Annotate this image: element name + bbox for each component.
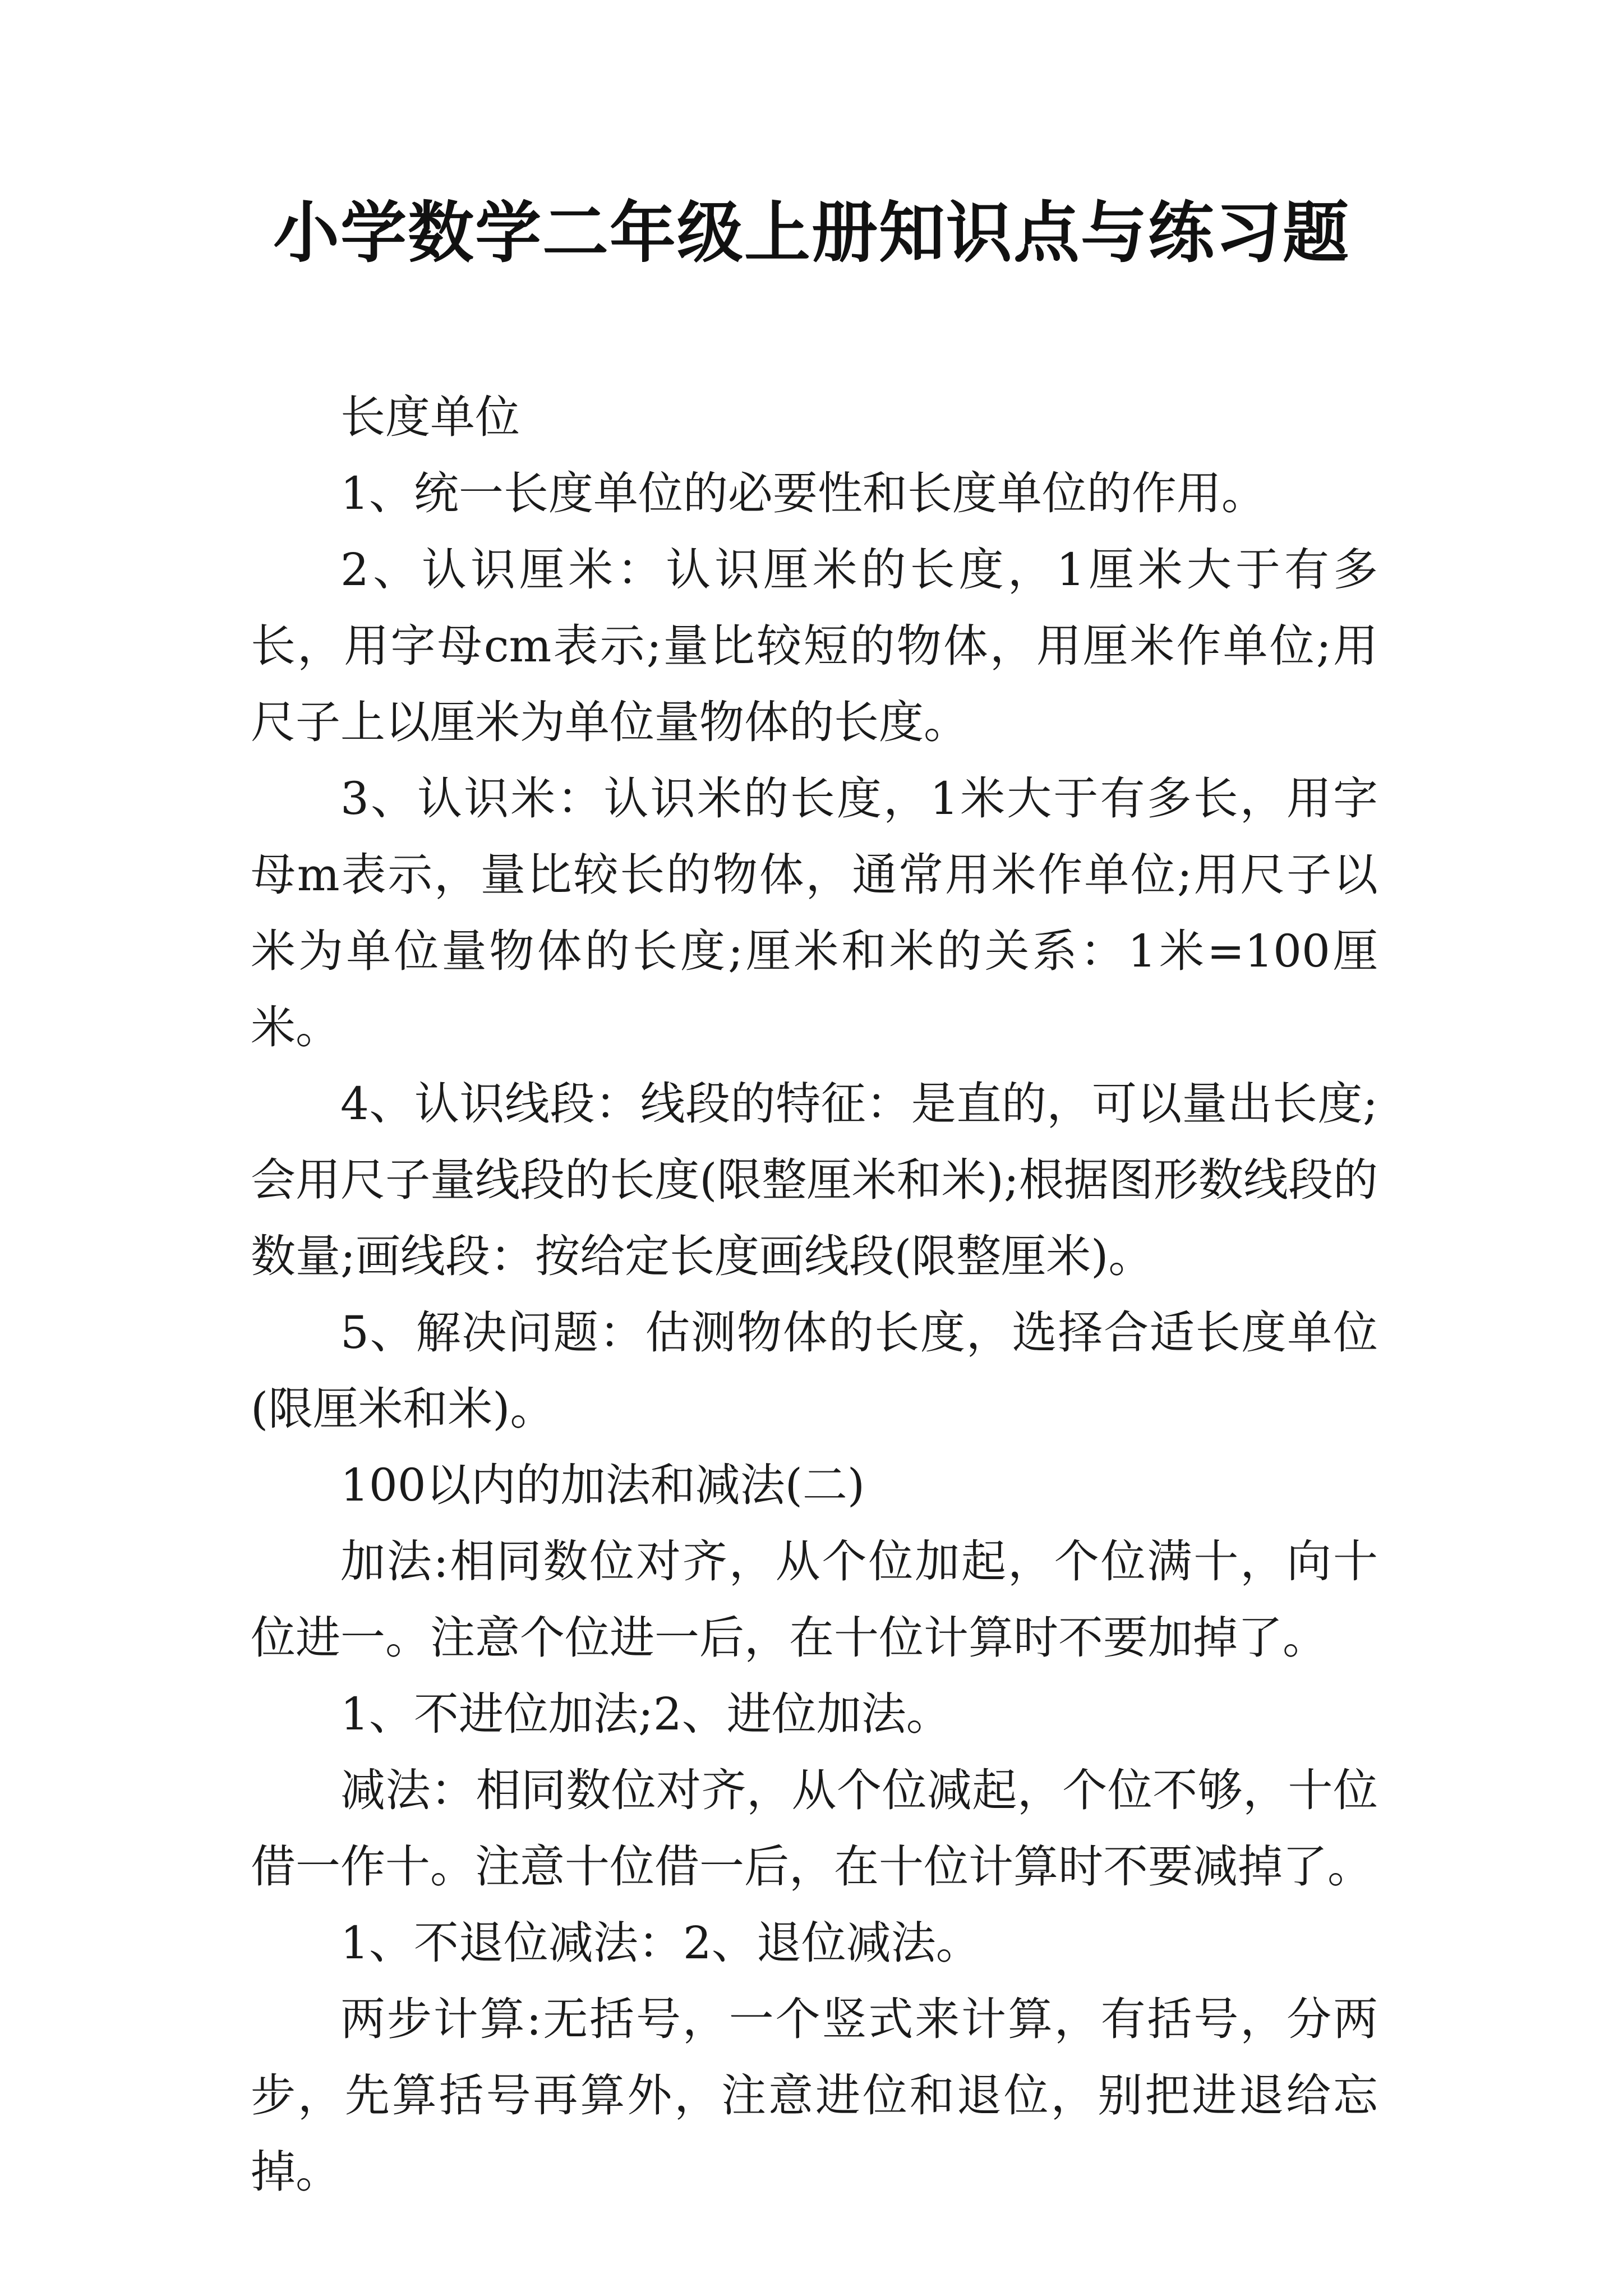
document-body [251,379,1378,2210]
document-title: 小学数学二年级上册知识点与练习题 [273,194,1350,272]
paragraph: 3、认识米：认识米的长度，1米大于有多长，用字母m表示，量比较长的物体，通常用米作单位;用尺子以米为单位量物体的长度;厘米和米的关系：1米=100厘米。 [251,772,1378,1053]
paragraph: 两步计算:无括号，一个竖式来计算，有括号，分两步，先算括号再算外，注意进位和退位，别把进退给忘掉。 [251,1993,1378,2198]
section-heading-length-units: 长度单位 [340,391,520,443]
paragraph: 1、统一长度单位的必要性和长度单位的作用。 [340,467,1266,519]
paragraph: 1、不进位加法;2、进位加法。 [340,1688,951,1740]
paragraph: 减法：相同数位对齐，从个位减起，个位不够，十位借一作十。注意十位借一后，在十位计算时不要减掉了。 [251,1764,1378,1893]
section-heading-addition-subtraction: 100以内的加法和减法(二) [340,1459,865,1511]
paragraph: 5、解决问题：估测物体的长度，选择合适长度单位(限厘米和米)。 [251,1306,1378,1435]
paragraph: 1、不退位减法：2、退位减法。 [340,1917,981,1969]
paragraph: 2、认识厘米：认识厘米的长度，1厘米大于有多长，用字母cm表示;量比较短的物体，用厘米作单位;用尺子上以厘米为单位量物体的长度。 [251,544,1378,748]
paragraph: 4、认识线段：线段的特征：是直的，可以量出长度;会用尺子量线段的长度(限整厘米和米);根据图形数线段的数量;画线段：按给定长度画线段(限整厘米)。 [251,1078,1378,1282]
paragraph: 加法:相同数位对齐，从个位加起，个位满十，向十位进一。注意个位进一后，在十位计算时不要加掉了。 [251,1535,1378,1664]
